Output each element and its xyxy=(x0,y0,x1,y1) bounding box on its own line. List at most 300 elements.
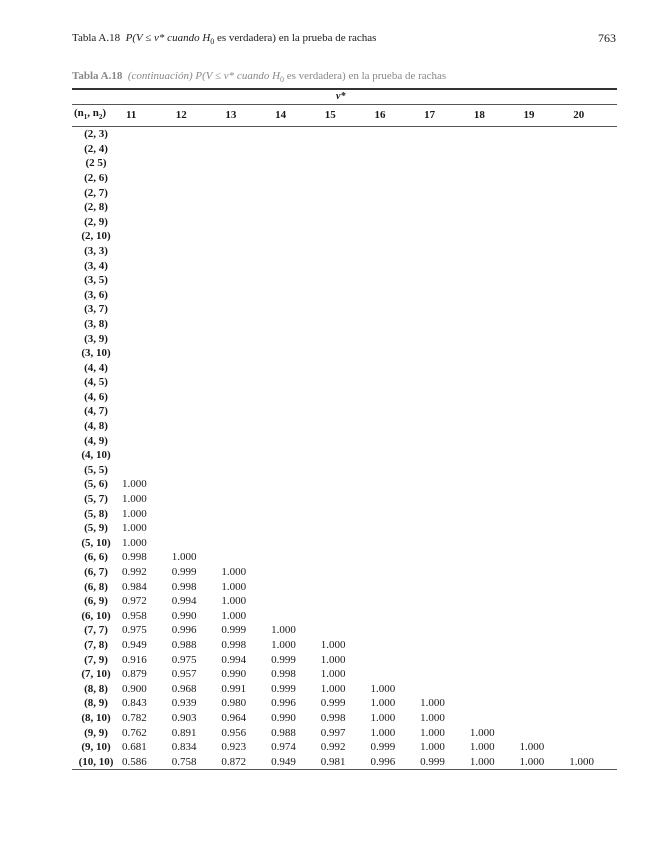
probability-cell xyxy=(170,536,220,551)
probability-cell xyxy=(518,259,568,274)
probability-cell xyxy=(567,667,617,682)
row-label: (2, 7) xyxy=(84,186,108,199)
row-label: (3, 8) xyxy=(84,317,108,330)
probability-cell xyxy=(418,536,468,551)
probability-cell xyxy=(219,434,269,449)
table-row xyxy=(72,507,617,522)
probability-cell xyxy=(468,215,518,230)
probability-cell xyxy=(269,536,319,551)
probability-cell xyxy=(319,492,369,507)
probability-cell xyxy=(518,696,568,711)
probability-cell xyxy=(120,156,170,171)
probability-cell xyxy=(170,171,220,186)
table-row xyxy=(72,550,617,565)
probability-cell xyxy=(567,463,617,478)
probability-cell xyxy=(468,434,518,449)
probability-cell xyxy=(219,507,269,522)
probability-cell xyxy=(567,565,617,580)
probability-cell xyxy=(120,317,170,332)
probability-cell: 0.900 xyxy=(122,682,147,695)
probability-cell xyxy=(170,273,220,288)
probability-cell xyxy=(567,404,617,419)
probability-cell xyxy=(269,302,319,317)
table-row xyxy=(72,302,617,317)
probability-cell: 1.000 xyxy=(320,638,346,651)
probability-cell xyxy=(418,215,468,230)
table-row xyxy=(72,171,617,186)
probability-cell xyxy=(368,507,418,522)
row-label: (3, 5) xyxy=(84,274,108,287)
probability-cell xyxy=(567,127,617,142)
probability-cell xyxy=(418,492,468,507)
probability-cell xyxy=(418,127,468,142)
probability-cell xyxy=(368,550,418,565)
probability-cell xyxy=(368,653,418,668)
probability-cell xyxy=(518,492,568,507)
table-row xyxy=(72,463,617,478)
probability-cell xyxy=(120,419,170,434)
probability-cell xyxy=(319,361,369,376)
table-row xyxy=(72,623,617,638)
probability-cell xyxy=(319,244,369,259)
probability-cell xyxy=(567,332,617,347)
probability-cell xyxy=(468,375,518,390)
probability-cell xyxy=(468,521,518,536)
probability-cell xyxy=(468,653,518,668)
probability-cell xyxy=(418,448,468,463)
probability-cell xyxy=(319,229,369,244)
probability-cell xyxy=(418,667,468,682)
probability-cell xyxy=(269,186,319,201)
probability-cell xyxy=(468,156,518,171)
table-row xyxy=(72,361,617,376)
table-row xyxy=(72,434,617,449)
probability-cell xyxy=(567,171,617,186)
probability-cell xyxy=(219,302,269,317)
probability-cell xyxy=(170,477,220,492)
probability-cell xyxy=(468,594,518,609)
probability-cell: 0.939 xyxy=(171,697,197,710)
probability-cell xyxy=(368,594,418,609)
probability-cell: 0.988 xyxy=(171,638,197,651)
table-row xyxy=(72,609,617,624)
probability-cell xyxy=(567,186,617,201)
probability-cell xyxy=(269,200,319,215)
probability-cell xyxy=(319,127,369,142)
probability-cell xyxy=(567,419,617,434)
probability-cell xyxy=(269,244,319,259)
probability-cell: 1.000 xyxy=(122,478,147,491)
probability-cell xyxy=(368,521,418,536)
row-label: (6, 9) xyxy=(84,595,108,608)
probability-cell xyxy=(120,273,170,288)
row-label: (5, 9) xyxy=(84,522,108,535)
probability-cell xyxy=(468,317,518,332)
probability-cell xyxy=(518,565,568,580)
probability-cell xyxy=(468,127,518,142)
probability-cell xyxy=(219,186,269,201)
table-row xyxy=(72,653,617,668)
probability-cell: 1.000 xyxy=(420,741,445,754)
probability-cell xyxy=(518,390,568,405)
row-label: (4, 9) xyxy=(84,434,108,447)
probability-cell: 0.949 xyxy=(122,638,147,651)
probability-cell: 0.975 xyxy=(122,624,147,637)
probability-cell xyxy=(319,434,369,449)
probability-cell xyxy=(170,142,220,157)
probability-cell xyxy=(468,696,518,711)
probability-cell xyxy=(567,521,617,536)
probability-cell xyxy=(368,332,418,347)
probability-cell: 0.998 xyxy=(122,551,147,564)
probability-cell xyxy=(170,156,220,171)
probability-cell xyxy=(567,682,617,697)
probability-cell xyxy=(170,229,220,244)
probability-cell xyxy=(468,259,518,274)
probability-cell xyxy=(468,682,518,697)
table-row xyxy=(72,288,617,303)
probability-cell xyxy=(368,667,418,682)
table-row xyxy=(72,419,617,434)
probability-cell xyxy=(468,507,518,522)
probability-cell: 1.000 xyxy=(370,697,396,710)
probability-cell xyxy=(219,404,269,419)
caption-continuation: (continuación) xyxy=(127,70,193,82)
probability-cell xyxy=(170,317,220,332)
probability-cell xyxy=(567,288,617,303)
caption-label: Tabla A.18 xyxy=(72,70,123,82)
table-row xyxy=(72,200,617,215)
probability-cell xyxy=(319,609,369,624)
probability-cell xyxy=(219,259,269,274)
probability-cell xyxy=(567,244,617,259)
probability-cell xyxy=(567,200,617,215)
probability-cell xyxy=(468,229,518,244)
probability-cell xyxy=(418,477,468,492)
probability-cell xyxy=(468,302,518,317)
probability-cell: 1.000 xyxy=(469,741,495,754)
probability-cell xyxy=(567,361,617,376)
probability-cell xyxy=(418,244,468,259)
probability-cell: 1.000 xyxy=(370,711,396,724)
probability-cell xyxy=(120,215,170,230)
probability-cell xyxy=(518,375,568,390)
probability-cell xyxy=(170,404,220,419)
probability-cell: 0.994 xyxy=(221,653,247,666)
probability-cell xyxy=(368,565,418,580)
row-label: (3, 7) xyxy=(84,303,108,316)
table-row xyxy=(72,492,617,507)
probability-cell xyxy=(269,171,319,186)
probability-cell xyxy=(468,536,518,551)
table-row xyxy=(72,156,617,171)
probability-cell xyxy=(120,390,170,405)
probability-cell xyxy=(269,259,319,274)
row-label: (8, 10) xyxy=(81,711,111,724)
running-title-rest: es verdadera) en la prueba de rachas xyxy=(214,32,377,44)
probability-cell xyxy=(518,638,568,653)
table-row xyxy=(72,375,617,390)
probability-cell: 0.974 xyxy=(271,741,296,754)
running-title xyxy=(72,32,376,46)
row-label: (3, 3) xyxy=(84,244,108,257)
caption-formula: P(V ≤ v* cuando H xyxy=(195,70,281,82)
row-label: (5, 8) xyxy=(84,507,108,520)
probability-cell xyxy=(567,726,617,741)
probability-cell xyxy=(120,332,170,347)
table-row xyxy=(72,244,617,259)
probability-cell: 0.998 xyxy=(320,711,346,724)
row-label: (4, 6) xyxy=(84,390,108,403)
probability-cell xyxy=(219,463,269,478)
probability-cell xyxy=(219,361,269,376)
probability-cell xyxy=(269,273,319,288)
probability-cell xyxy=(170,521,220,536)
probability-cell xyxy=(319,521,369,536)
probability-cell xyxy=(269,521,319,536)
probability-cell xyxy=(518,536,568,551)
probability-cell xyxy=(368,142,418,157)
probability-cell xyxy=(368,156,418,171)
probability-cell xyxy=(219,419,269,434)
probability-cell xyxy=(518,726,568,741)
probability-cell xyxy=(170,463,220,478)
row-label: (7, 9) xyxy=(84,653,108,666)
probability-cell xyxy=(368,492,418,507)
probability-cell xyxy=(468,565,518,580)
probability-cell xyxy=(368,361,418,376)
probability-cell xyxy=(319,273,369,288)
probability-cell xyxy=(518,711,568,726)
probability-cell xyxy=(219,244,269,259)
probability-cell xyxy=(219,200,269,215)
probability-cell xyxy=(518,229,568,244)
probability-cell xyxy=(368,463,418,478)
table-row xyxy=(72,127,617,142)
probability-cell xyxy=(170,507,220,522)
row-label: (4, 8) xyxy=(84,420,108,433)
probability-cell xyxy=(518,550,568,565)
probability-cell: 1.000 xyxy=(370,682,396,695)
probability-cell xyxy=(418,682,468,697)
probability-cell xyxy=(170,375,220,390)
probability-cell xyxy=(170,332,220,347)
probability-cell: 1.000 xyxy=(122,522,147,535)
probability-cell xyxy=(518,361,568,376)
probability-cell xyxy=(567,317,617,332)
probability-cell xyxy=(170,434,220,449)
row-label: (3, 9) xyxy=(84,332,108,345)
probability-cell xyxy=(567,448,617,463)
probability-cell: 1.000 xyxy=(420,697,445,710)
probability-cell: 1.000 xyxy=(271,638,296,651)
probability-cell xyxy=(269,434,319,449)
probability-cell xyxy=(319,156,369,171)
probability-cell xyxy=(269,375,319,390)
probability-cell xyxy=(518,682,568,697)
probability-cell xyxy=(518,653,568,668)
probability-cell xyxy=(418,186,468,201)
probability-cell xyxy=(518,594,568,609)
probability-cell xyxy=(269,229,319,244)
probability-cell xyxy=(120,448,170,463)
running-title-formula: P(V ≤ v* cuando H xyxy=(125,32,211,44)
table-row xyxy=(72,536,617,551)
row-label: (7, 8) xyxy=(84,638,108,651)
column-header: 18 xyxy=(473,109,485,122)
probability-cell: 0.980 xyxy=(221,697,247,710)
probability-cell: 1.000 xyxy=(420,726,445,739)
probability-cell: 0.999 xyxy=(271,653,296,666)
probability-cell: 0.782 xyxy=(122,711,147,724)
probability-cell xyxy=(269,142,319,157)
table-row xyxy=(72,565,617,580)
probability-cell xyxy=(468,390,518,405)
probability-cell xyxy=(319,536,369,551)
probability-cell xyxy=(518,200,568,215)
probability-cell xyxy=(269,492,319,507)
probability-cell xyxy=(418,302,468,317)
probability-cell xyxy=(567,696,617,711)
probability-cell xyxy=(468,273,518,288)
probability-cell xyxy=(418,317,468,332)
probability-cell: 1.000 xyxy=(370,726,396,739)
row-label: (6, 8) xyxy=(84,580,108,593)
probability-cell xyxy=(269,127,319,142)
running-title-subscript: 0 xyxy=(210,37,215,47)
probability-cell xyxy=(170,448,220,463)
probability-cell: 1.000 xyxy=(122,507,147,520)
probability-cell: 0.968 xyxy=(171,682,197,695)
probability-cell xyxy=(368,317,418,332)
probability-cell xyxy=(518,317,568,332)
probability-cell xyxy=(219,448,269,463)
probability-cell xyxy=(120,434,170,449)
probability-cell: 0.999 xyxy=(171,566,197,578)
probability-cell xyxy=(368,638,418,653)
probability-cell xyxy=(120,200,170,215)
probability-cell: 0.975 xyxy=(171,653,197,666)
probability-cell xyxy=(269,594,319,609)
probability-cell xyxy=(170,244,220,259)
probability-cell: 0.964 xyxy=(221,711,247,724)
v-star-header-row xyxy=(72,90,617,104)
probability-cell xyxy=(120,259,170,274)
probability-cell xyxy=(120,375,170,390)
probability-cell xyxy=(518,346,568,361)
probability-cell: 1.000 xyxy=(519,755,545,768)
probability-cell xyxy=(319,332,369,347)
probability-cell xyxy=(219,346,269,361)
probability-cell: 0.949 xyxy=(271,755,296,768)
probability-cell xyxy=(418,404,468,419)
probability-cell: 1.000 xyxy=(469,726,495,739)
probability-cell xyxy=(219,477,269,492)
table-row xyxy=(72,215,617,230)
probability-cell xyxy=(518,156,568,171)
probability-cell: 0.999 xyxy=(221,624,247,637)
probability-cell xyxy=(319,171,369,186)
probability-cell xyxy=(319,565,369,580)
probability-cell xyxy=(418,521,468,536)
probability-cell: 0.992 xyxy=(320,741,346,754)
probability-cell xyxy=(468,419,518,434)
probability-cell: 0.891 xyxy=(171,726,197,739)
row-label: (2, 9) xyxy=(84,215,108,228)
probability-cell xyxy=(518,142,568,157)
probability-cell xyxy=(468,463,518,478)
probability-cell xyxy=(518,463,568,478)
probability-cell xyxy=(468,361,518,376)
probability-cell xyxy=(368,404,418,419)
probability-cell xyxy=(418,229,468,244)
probability-cell xyxy=(468,346,518,361)
table-row xyxy=(72,332,617,347)
probability-cell xyxy=(418,653,468,668)
probability-cell xyxy=(468,580,518,595)
probability-cell xyxy=(418,390,468,405)
probability-cell: 0.916 xyxy=(122,653,147,666)
probability-cell xyxy=(269,288,319,303)
probability-cell xyxy=(468,492,518,507)
probability-cell xyxy=(468,404,518,419)
row-label: (10, 10) xyxy=(78,755,114,768)
probability-cell xyxy=(368,477,418,492)
probability-cell xyxy=(319,317,369,332)
probability-cell xyxy=(170,288,220,303)
probability-cell xyxy=(368,186,418,201)
probability-cell xyxy=(120,346,170,361)
table-row xyxy=(72,477,617,492)
row-label: (7, 7) xyxy=(84,624,108,637)
probability-cell xyxy=(468,332,518,347)
probability-cell xyxy=(468,142,518,157)
row-label: (4, 10) xyxy=(81,449,111,462)
probability-cell: 1.000 xyxy=(221,566,247,578)
probability-cell xyxy=(468,711,518,726)
probability-cell xyxy=(567,609,617,624)
probability-cell xyxy=(567,302,617,317)
probability-cell xyxy=(518,580,568,595)
probability-cell xyxy=(518,448,568,463)
probability-cell xyxy=(468,171,518,186)
probability-cell xyxy=(269,332,319,347)
row-label: (5, 7) xyxy=(84,493,108,506)
probability-cell xyxy=(170,302,220,317)
probability-cell: 0.999 xyxy=(420,755,445,768)
probability-cell xyxy=(518,419,568,434)
probability-cell xyxy=(418,156,468,171)
probability-cell xyxy=(368,288,418,303)
probability-cell: 1.000 xyxy=(519,741,545,754)
probability-cell: 0.990 xyxy=(221,668,247,681)
probability-cell xyxy=(518,434,568,449)
table-row xyxy=(72,404,617,419)
probability-cell xyxy=(468,448,518,463)
probability-cell: 0.990 xyxy=(171,609,197,622)
probability-cell: 0.843 xyxy=(122,697,147,710)
probability-cell xyxy=(319,594,369,609)
probability-cell xyxy=(368,390,418,405)
probability-cell xyxy=(219,317,269,332)
probability-cell xyxy=(319,302,369,317)
row-label: (5, 10) xyxy=(81,536,111,549)
probability-cell xyxy=(418,273,468,288)
probability-cell xyxy=(567,273,617,288)
table-caption xyxy=(72,70,446,84)
probability-cell xyxy=(567,536,617,551)
column-header: 13 xyxy=(225,109,237,122)
